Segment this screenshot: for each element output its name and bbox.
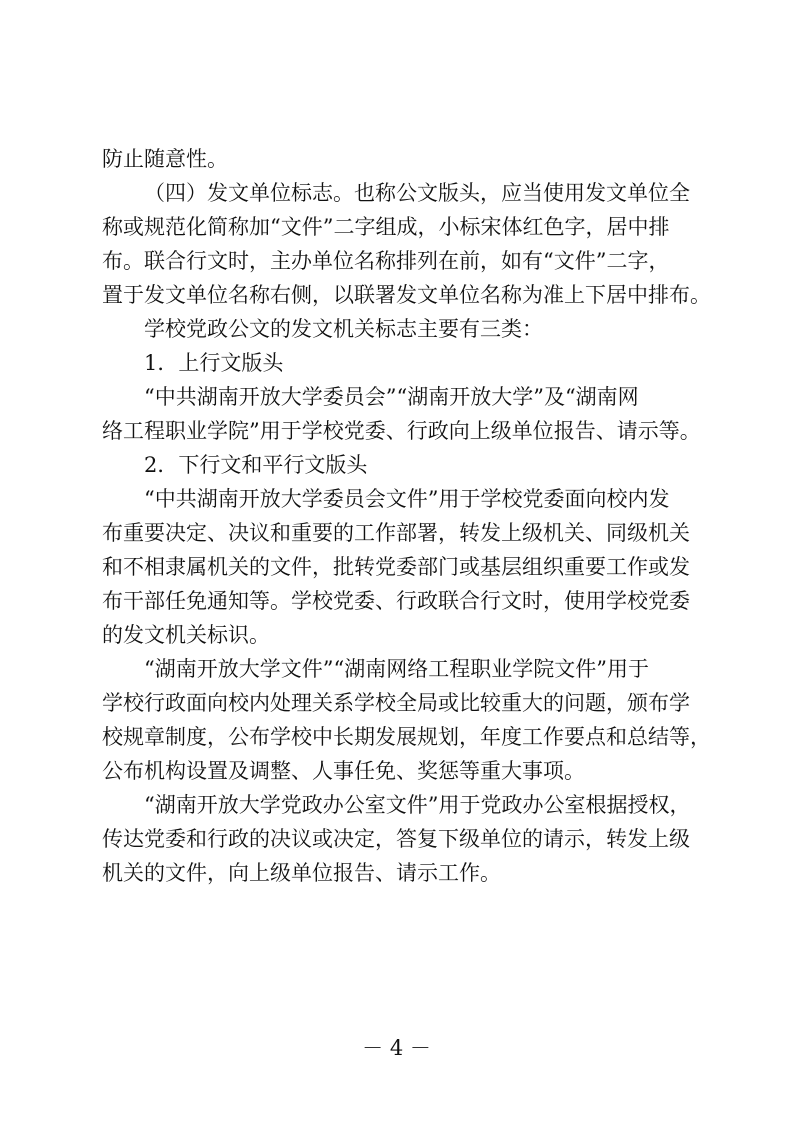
paragraph (102, 380, 702, 448)
section-heading (102, 346, 702, 380)
text-line: 置于发文单位名称右侧，以联署发文单位名称为准上下居中排布。 (102, 283, 711, 307)
text-line: 1．上行文版头 (144, 351, 284, 375)
text-line: “湖南开放大学文件”“湖南网络工程职业学院文件”用于 (144, 657, 649, 681)
text-line: 布。联合行文时，主办单位名称排列在前，如有“文件”二字， (102, 249, 670, 273)
text-line: 学校党政公文的发文机关标志主要有三类： (144, 317, 543, 341)
text-line: 传达党委和行政的决议或决定，答复下级单位的请示，转发上级 (102, 827, 690, 851)
text-line: 布重要决定、决议和重要的工作部署，转发上级机关、同级机关 (102, 521, 690, 545)
text-line: 2．下行文和平行文版头 (144, 453, 368, 477)
text-line: 机关的文件，向上级单位报告、请示工作。 (102, 861, 501, 885)
paragraph (102, 652, 711, 788)
paragraph (102, 788, 702, 890)
text-line: “中共湖南开放大学委员会文件”用于学校党委面向校内发 (144, 487, 670, 511)
text-line: 防止随意性。 (102, 147, 228, 171)
text-line: 的发文机关标识。 (102, 623, 270, 647)
document-body (102, 142, 711, 890)
text-line: “中共湖南开放大学委员会”“湖南开放大学”及“湖南网 (144, 385, 639, 409)
paragraph (102, 482, 702, 652)
text-line: 校规章制度，公布学校中长期发展规划，年度工作要点和总结等， (102, 725, 711, 749)
text-line: 络工程职业学院”用于学校党委、行政向上级单位报告、请示等。 (102, 419, 701, 443)
text-line: 布干部任免通知等。学校党委、行政联合行文时，使用学校党委 (102, 589, 690, 613)
text-line: 学校行政面向校内处理关系学校全局或比较重大的问题，颁布学 (102, 691, 690, 715)
page-number: － 4 － (362, 1036, 431, 1060)
text-line: 和不相隶属机关的文件，批转党委部门或基层组织重要工作或发 (102, 555, 690, 579)
text-line: 称或规范化简称加“文件”二字组成，小标宋体红色字，居中排 (102, 215, 670, 239)
text-line: 公布机构设置及调整、人事任免、奖惩等重大事项。 (102, 759, 585, 783)
paragraph-issuer-mark (102, 176, 711, 312)
paragraph (102, 142, 702, 176)
section-heading (102, 448, 702, 482)
text-line: （四）发文单位标志。也称公文版头，应当使用发文单位全 (144, 181, 690, 205)
text-line: “湖南开放大学党政办公室文件”用于党政办公室根据授权， (144, 793, 691, 817)
paragraph (102, 312, 702, 346)
